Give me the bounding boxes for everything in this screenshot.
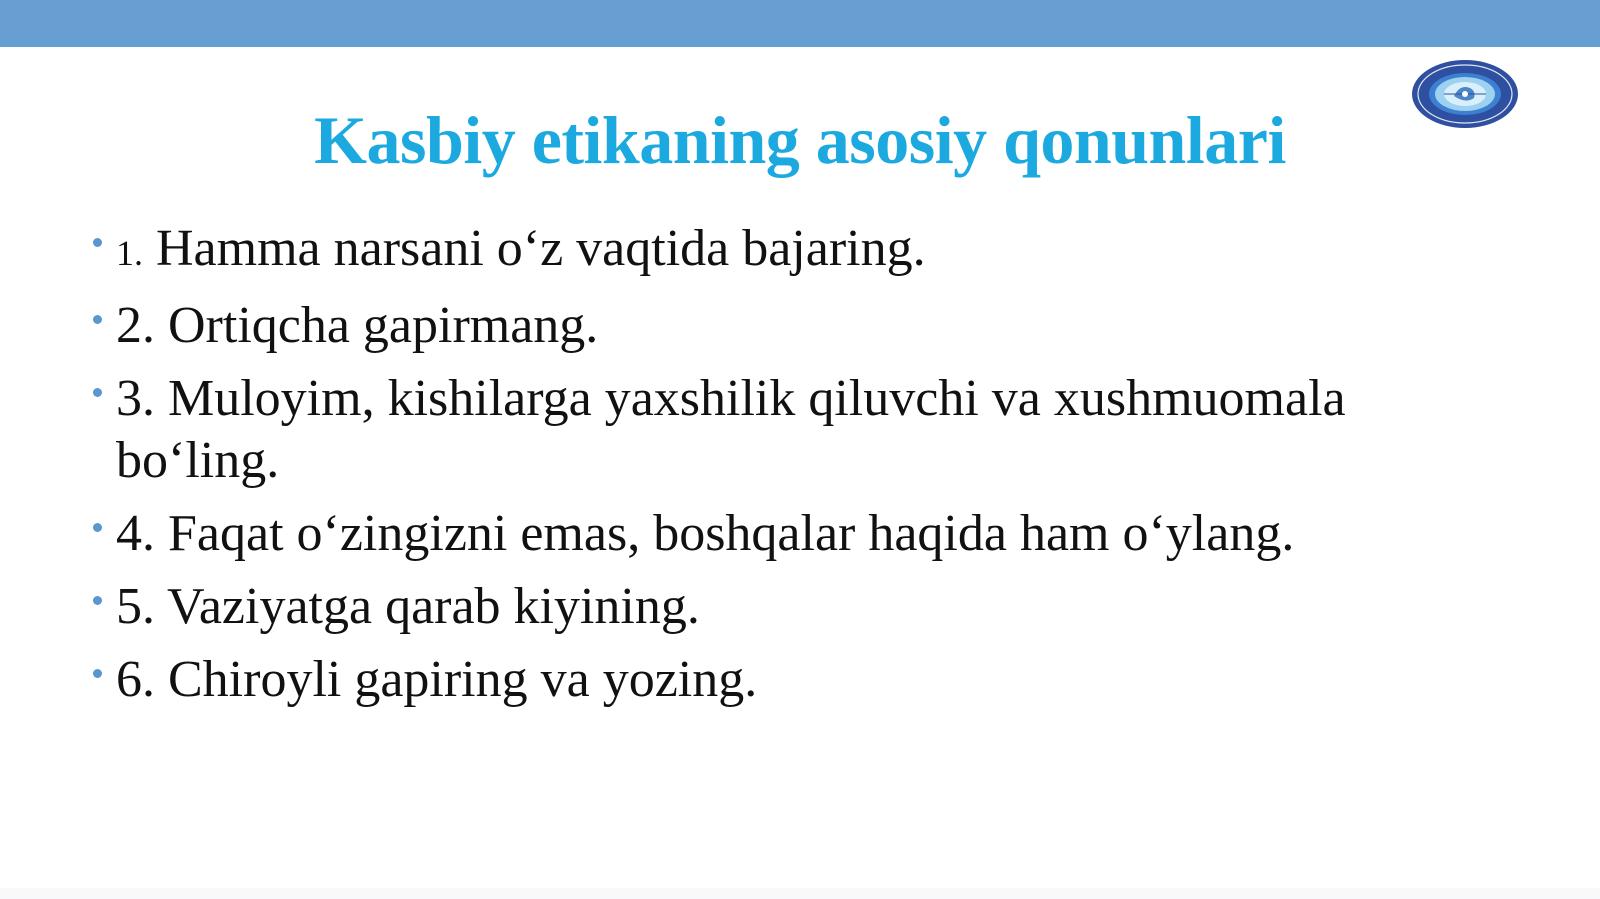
bullet-dot-icon [93, 388, 102, 397]
item-number: 2. [116, 297, 155, 354]
bullet-dot-icon [93, 238, 102, 247]
item-text: Faqat o‘zingizni emas, boshqalar haqida ham o‘ylang. [155, 505, 1295, 562]
item-text: Vaziyatga qarab kiyining. [155, 578, 700, 635]
list-item [93, 295, 1493, 357]
top-accent-bar [0, 0, 1600, 47]
item-text: Hamma narsani o‘z vaqtida bajaring. [143, 220, 926, 277]
item-number: 3. [116, 370, 155, 427]
list-item [93, 503, 1493, 565]
item-number: 6. [116, 651, 155, 708]
item-number: 1. [116, 233, 143, 273]
bullet-dot-icon [93, 596, 102, 605]
slide-title: Kasbiy etikaning asosiy qonunlari [314, 102, 1286, 178]
list-item [93, 368, 1493, 492]
item-text: Chiroyli gapiring va yozing. [155, 651, 758, 708]
item-text: Muloyim, kishilarga yaxshilik qiluvchi va xushmuomala bo‘ling. [116, 370, 1346, 489]
bullet-dot-icon [93, 669, 102, 678]
bullet-list [93, 218, 1493, 722]
item-number: 5. [116, 578, 155, 635]
list-item [93, 576, 1493, 638]
bullet-dot-icon [93, 315, 102, 324]
item-text: Ortiqcha gapirmang. [155, 297, 599, 354]
bottom-edge [0, 888, 1600, 899]
bullet-dot-icon [93, 523, 102, 532]
item-number: 4. [116, 505, 155, 562]
list-item [93, 218, 1493, 284]
list-item [93, 649, 1493, 711]
